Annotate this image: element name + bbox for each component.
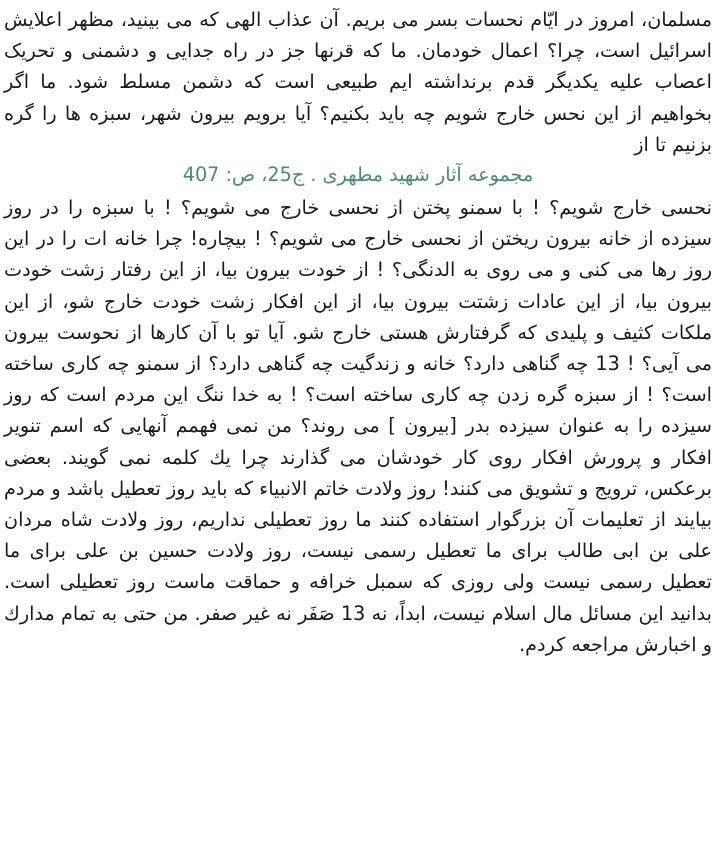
source-citation: مجموعه آثار شهید مطهری . ج25، ص: 407 <box>182 163 534 187</box>
document-page <box>4 0 712 660</box>
paragraph-1: مسلمان، امروز در ایّام نحسات بسر می بریم. آن عذاب الهی که می بینید، مظهر اعلایش اسرائیل است، چرا؟ اعمال خودمان. ما که قرنها جز در راه جدایی و دشمنی و تحریک اعصاب علیه یکدیگر قدم برنداشته ایم طبیعی است که دشمن مسلط شود. ما اگر بخواهیم از این نحس خارج شویم چه باید بکنیم؟ آیا برویم بیرون شهر، سبزه ها را گره بزنیم تا از <box>4 8 712 156</box>
paragraph-2: نحسی خارج شویم؟ ! با سمنو پختن از نحسی خارج می شویم؟ ! با سبزه را در روز سیزده از خانه بیرون ریختن از نحسی خارج می شویم؟ ! بیچاره! چرا خانه ات را در این روز رها می کنی و می روی به الدنگی؟ ! از خودت بیرون بیا، از این رفتار زشت خودت بیرون بیا، از این عادات زشتت بیرون بیا، از این افکار زشت خودت خارج شو، از این ملکات کثیف و پلیدی که گرفتارش هستی خارج شو. آیا تو با آن کارها از نحوست بیرون می آیی؟ ! 13 چه گناهی دارد؟ خانه و زندگیت چه گناهی دارد؟ از سمنو چه کاری ساخته است؟ ! از سبزه گره زدن چه کاری ساخته است؟ ! به خدا ننگ این مردم است که روز سیزده را به عنوان سیزده بدر [بیرون ] می روند؟ من نمی فهمم آنهایی که اسم تنویر افکار و پرورش افکار روی کار خودشان می گذارند چرا یك كلمه نمی گویند. بعضی برعکس، ترویج و تشویق می کنند! روز ولادت خاتم الانبیاء که باید روز تعطیل باشد و مردم بیایند از تعلیمات آن بزرگوار استفاده کنند ما روز تعطیلی نداریم، روز ولادت شاه مردان علی بن ابی طالب برای ما تعطیل رسمی نیست، روز ولادت حسین بن علی برای ما تعطیل رسمی نیست ولی روزی که سمبل خرافه و حماقت ماست روز تعطیلی است. بدانید این مسائل مال اسلام نیست، ابداً، نه 13 صَفَر نه غیر صفر. من حتی به تمام مدارك و اخبارش مراجعه کردم. <box>4 196 712 656</box>
